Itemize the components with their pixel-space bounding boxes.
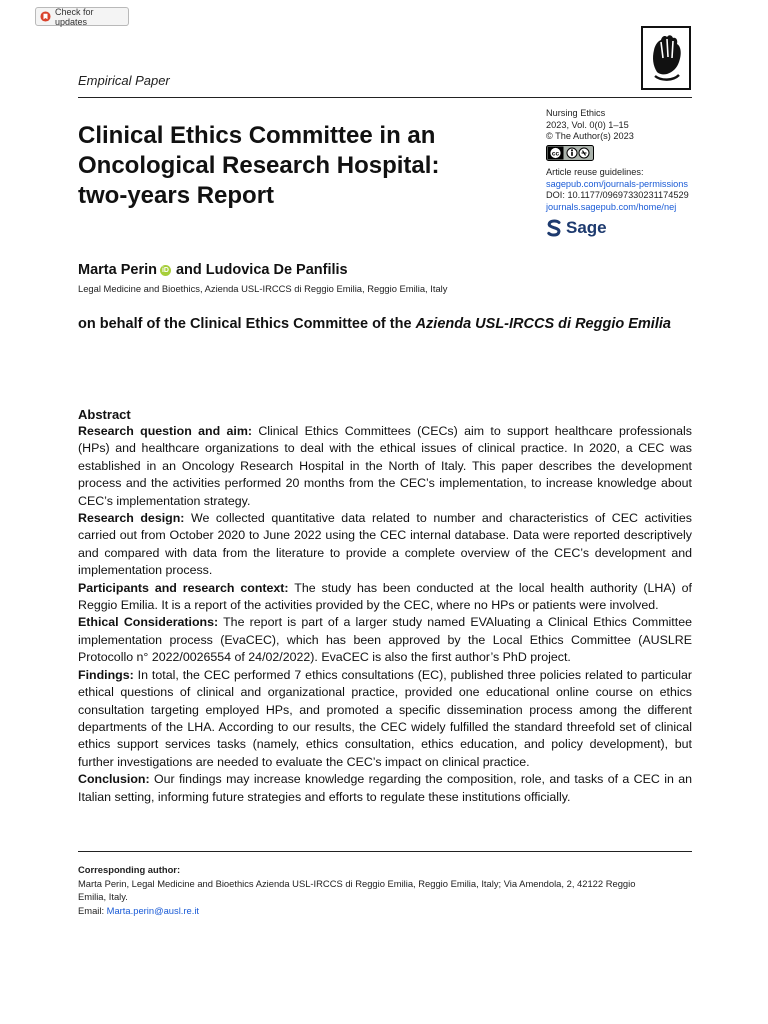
- abstract-section: [78, 580, 692, 615]
- corresponding-author: [78, 863, 692, 917]
- corresponding-email-row: [78, 904, 692, 918]
- title-line: Oncological Research Hospital:: [78, 152, 440, 179]
- title-line: two-years Report: [78, 182, 275, 209]
- journal-home-link[interactable]: journals.sagepub.com/home/nej: [546, 201, 677, 212]
- abstract-section: [78, 423, 692, 510]
- section-text: We collected quantitative data related to number and characteristics of CEC activities carried out from October 2020 to June 2022 using the CEC internal database. Data were reported descriptively and compared with data from the literature to provide a complete overview of the CEC’s development and implementation process.: [78, 511, 692, 578]
- abstract-section: [78, 771, 692, 806]
- authors: [78, 262, 348, 278]
- section-label: Research question and aim:: [78, 424, 252, 438]
- corresponding-heading: Corresponding author:: [78, 864, 181, 875]
- permissions-link[interactable]: sagepub.com/journals-permissions: [546, 178, 688, 189]
- doi: DOI: 10.1177/09697330231174529: [546, 190, 689, 200]
- section-label: Research design:: [78, 511, 185, 526]
- section-text: Clinical Ethics Committees (CECs) aim to support healthcare professionals (HPs) and healthcare organizations to deal with the ethical issues of clinical practice. In 2020, a CEC was established in an Oncology Research Hospital in the North of Italy. This paper describes the development process and the activities performed 20 months from the CEC’s implementation, to increase knowledge about CEC’s implementation strategy.: [78, 424, 692, 508]
- journal-name: Nursing Ethics: [546, 108, 606, 118]
- section-label: Ethical Considerations:: [78, 615, 219, 630]
- abstract-section: [78, 667, 692, 771]
- email-link[interactable]: Marta.perin@ausl.re.it: [106, 904, 200, 916]
- section-text: The report is part of a larger study named EVAluating a Clinical Ethics Committee implementation process (EvaCEC), which has been approved by the Local Ethics Committee (AUSLRE Protocollo n° 2022/0026554 of 24/02/2022). EvaCEC is also the first author’s PhD project.: [78, 615, 692, 665]
- section-text: Our findings may increase knowledge regarding the composition, role, and tasks of a CEC in an Italian setting, informing future strategies and efforts to regulate these institutions officially.: [78, 772, 692, 804]
- journal-info: [546, 108, 706, 237]
- check-for-updates-button[interactable]: [35, 7, 129, 26]
- abstract: [78, 406, 692, 806]
- section-text: The study has been conducted at the local health authority (LHA) of Reggio Emilia. It is a report of the activities provided by the CEC, where no HPs or patients were involved.: [78, 580, 693, 613]
- sage-s-icon: [546, 219, 562, 237]
- abstract-section: [78, 510, 692, 580]
- behalf-institution: Azienda USL-IRCCS di Reggio Emilia: [415, 316, 671, 332]
- behalf-prefix: on behalf of the Clinical Ethics Committee of the: [78, 316, 416, 332]
- email-label: Email:: [78, 904, 107, 916]
- abstract-heading: Abstract: [78, 407, 131, 422]
- affiliation: Legal Medicine and Bioethics, Azienda USL-IRCCS di Reggio Emilia, Reggio Emilia, Italy: [78, 283, 448, 294]
- first-author[interactable]: Marta Perin: [78, 262, 157, 278]
- paper-type: Empirical Paper: [78, 73, 170, 88]
- footnote-divider: [78, 851, 692, 852]
- reuse-label: Article reuse guidelines:: [546, 167, 644, 177]
- publisher-name: Sage: [566, 218, 607, 238]
- cc-label: cc: [551, 149, 560, 157]
- check-for-updates-label: Check for updates: [55, 6, 94, 27]
- bookmark-icon: [40, 11, 51, 22]
- section-label: Findings:: [78, 667, 134, 682]
- corresponding-address: Marta Perin, Legal Medicine and Bioethics Azienda USL-IRCCS di Reggio Emilia, Reggio Emilia, Italy; Via Amendola, 2, 42122 Reggio: [78, 877, 636, 889]
- article-title: [78, 121, 518, 211]
- corresponding-address-cont: Emilia, Italy.: [78, 891, 128, 903]
- cc-license-icon[interactable]: [546, 145, 594, 161]
- other-authors: and Ludovica De Panfilis: [175, 262, 348, 278]
- abstract-section: [78, 614, 692, 666]
- title-line: Clinical Ethics Committee in an: [78, 122, 436, 149]
- section-label: Participants and research context:: [78, 580, 289, 595]
- section-label: Conclusion:: [78, 772, 150, 787]
- journal-logo: [641, 26, 691, 90]
- journal-copyright: © The Author(s) 2023: [546, 131, 634, 141]
- hand-icon: [643, 28, 689, 88]
- journal-volume: 2023, Vol. 0(0) 1–15: [546, 119, 629, 130]
- publisher-logo: [546, 219, 706, 237]
- on-behalf-of: [78, 314, 698, 334]
- header-divider: [78, 97, 692, 98]
- orcid-icon[interactable]: iD: [161, 266, 169, 274]
- section-text: In total, the CEC performed 7 ethics consultations (EC), published three policies related to particular ethical questions of clinical and organizational practice, provided one educational online course on ethics consultation targeting employed HPs, and promoted a specific dissemination process among the different departments of the LHA. According to our results, the CEC widely fulfilled the standard threefold set of clinical ethics support services tasks (namely, ethics consultation, ethics education, and policy development), but further investigations are needed to evaluate the CEC’s impact on clinical practice.: [78, 667, 692, 769]
